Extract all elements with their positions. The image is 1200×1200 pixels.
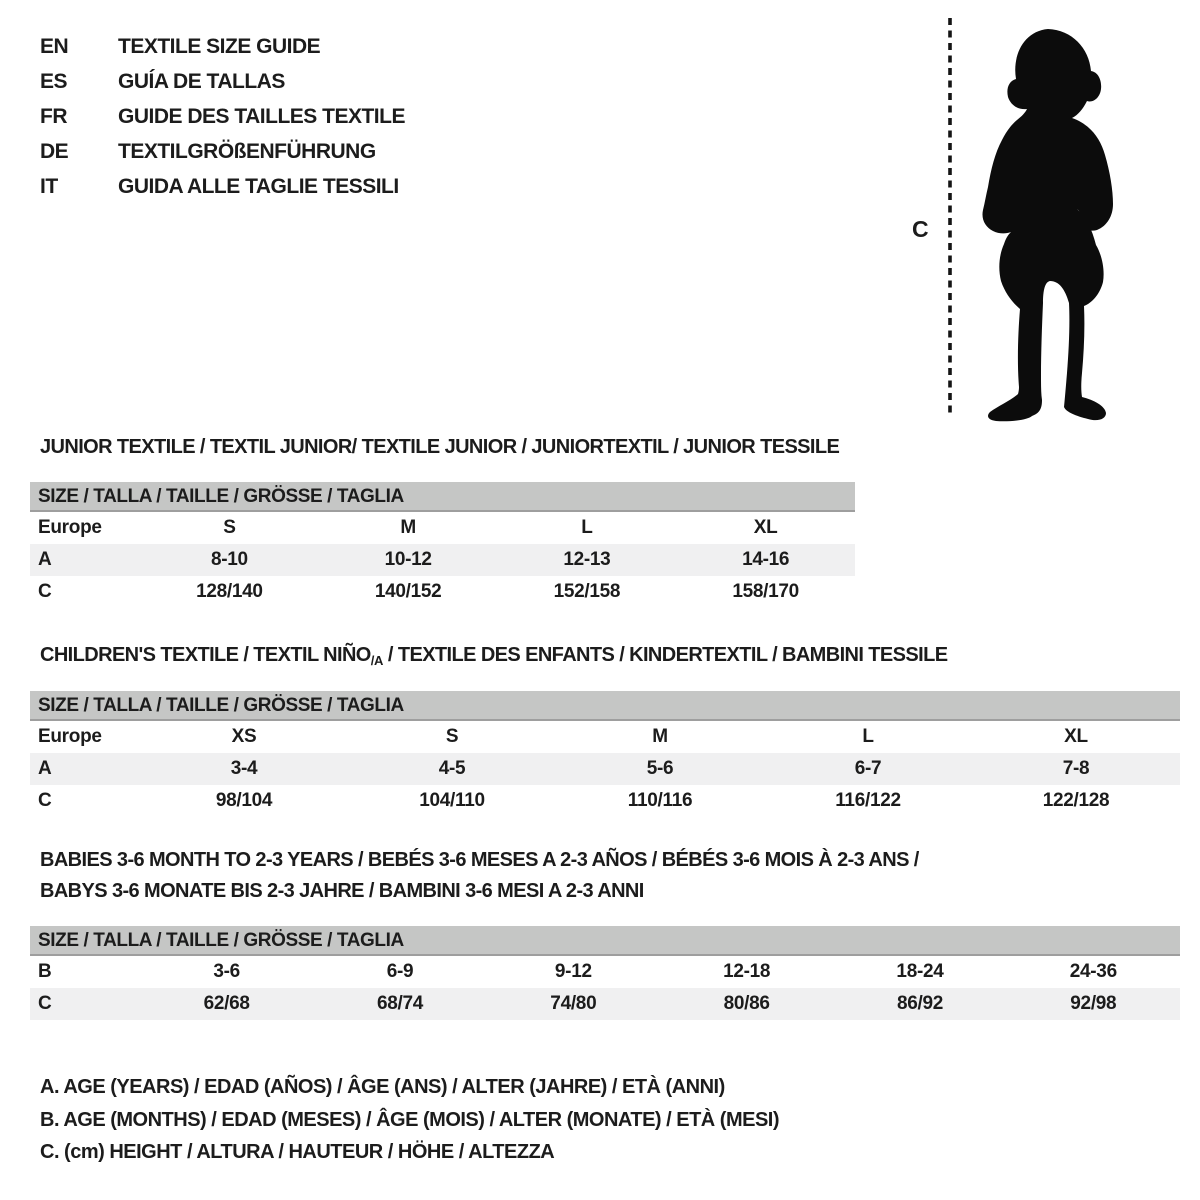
table-row-europe <box>30 512 855 544</box>
language-code: FR <box>40 104 67 128</box>
cell: 14-16 <box>742 549 790 570</box>
cell: 98/104 <box>215 790 273 811</box>
table-row-height <box>30 576 855 608</box>
babies-title-line1: BABIES 3-6 MONTH TO 2-3 YEARS / BEBÉS 3-6 MESES A 2-3 AÑOS / BÉBÉS 3-6 MOIS À 2-3 ANS / <box>40 849 919 871</box>
language-row-fr <box>40 99 405 134</box>
cell: 62/68 <box>203 993 250 1014</box>
children-size-table <box>30 691 1180 817</box>
language-code: IT <box>40 174 58 198</box>
height-dashed-line-icon <box>946 16 954 420</box>
cell: 128/140 <box>196 581 263 602</box>
row-label: C <box>38 581 52 602</box>
row-label: C <box>38 993 52 1014</box>
children-title-subscript: /A <box>370 653 383 668</box>
cell: 116/122 <box>835 790 901 811</box>
cell: L <box>862 726 874 747</box>
cell: 74/80 <box>550 993 597 1014</box>
cell: 68/74 <box>376 993 424 1014</box>
cell: 4-5 <box>438 758 466 779</box>
table-row-height <box>30 785 1180 817</box>
cell: 12-18 <box>723 961 771 982</box>
legend-line-c: C. (cm) HEIGHT / ALTURA / HAUTEUR / HÖHE / ALTEZZA <box>40 1141 555 1163</box>
cell: 110/116 <box>627 790 693 811</box>
cell: S <box>445 726 459 747</box>
table-row-age <box>30 544 855 576</box>
height-measure-label: C <box>912 216 929 242</box>
measure-legend <box>40 1071 779 1169</box>
row-label: Europe <box>38 517 102 538</box>
toddler-silhouette-icon <box>962 23 1144 423</box>
cell: 5-6 <box>646 758 674 779</box>
cell: M <box>652 726 668 747</box>
cell: 6-7 <box>854 758 882 779</box>
language-row-it <box>40 169 405 204</box>
cell: 86/92 <box>896 993 943 1014</box>
cell: 9-12 <box>554 961 592 982</box>
cell: 140/152 <box>374 581 442 602</box>
cell: 12-13 <box>563 549 611 570</box>
cell: M <box>400 517 416 538</box>
language-title: GUÍA DE TALLAS <box>118 69 285 93</box>
cell: 10-12 <box>384 549 432 570</box>
legend-line-a: A. AGE (YEARS) / EDAD (AÑOS) / ÂGE (ANS) / ALTER (JAHRE) / ETÀ (ANNI) <box>40 1076 725 1098</box>
cell: 8-10 <box>210 549 248 570</box>
row-label: C <box>38 790 52 811</box>
babies-size-table <box>30 926 1180 1020</box>
language-title-list <box>40 29 405 204</box>
cell: XL <box>1064 726 1088 747</box>
height-measure-figure <box>900 10 1170 430</box>
table-row-age <box>30 753 1180 785</box>
table-row-europe <box>30 721 1180 753</box>
cell: 158/170 <box>732 581 799 602</box>
table-row-months <box>30 956 1180 988</box>
children-title-text: CHILDREN'S TEXTILE / TEXTIL NIÑO <box>40 644 371 666</box>
row-label: Europe <box>38 726 102 747</box>
cell: 152/158 <box>553 581 621 602</box>
language-row-es <box>40 64 405 99</box>
language-title: GUIDE DES TAILLES TEXTILE <box>118 104 405 128</box>
row-label: B <box>38 961 52 982</box>
table-row-height <box>30 988 1180 1020</box>
cell: 122/128 <box>1042 790 1110 811</box>
cell: XS <box>231 726 257 747</box>
cell: L <box>581 517 593 538</box>
babies-section-title <box>40 845 1040 907</box>
cell: 104/110 <box>419 790 485 811</box>
legend-line-b: B. AGE (MONTHS) / EDAD (MESES) / ÂGE (MOIS) / ALTER (MONATE) / ETÀ (MESI) <box>40 1108 780 1131</box>
cell: 3-6 <box>213 961 240 982</box>
cell: XL <box>753 517 778 538</box>
language-row-de <box>40 134 405 169</box>
cell: 6-9 <box>386 961 414 982</box>
children-section-title <box>40 644 947 668</box>
cell: 7-8 <box>1062 758 1090 779</box>
language-code: DE <box>40 139 69 163</box>
language-code: ES <box>40 69 68 93</box>
size-header-bar: SIZE / TALLA / TAILLE / GRÖSSE / TAGLIA <box>30 482 855 512</box>
language-code: EN <box>40 34 69 58</box>
language-title: GUIDA ALLE TAGLIE TESSILI <box>118 174 399 198</box>
size-header-bar: SIZE / TALLA / TAILLE / GRÖSSE / TAGLIA <box>30 691 1180 721</box>
row-label: A <box>38 758 52 779</box>
junior-size-table <box>30 482 855 608</box>
cell: 92/98 <box>1070 993 1117 1014</box>
cell: S <box>223 517 236 538</box>
row-label: A <box>38 549 52 570</box>
language-row-en <box>40 29 405 64</box>
cell: 18-24 <box>896 961 944 982</box>
junior-section-title: JUNIOR TEXTILE / TEXTIL JUNIOR/ TEXTILE JUNIOR / JUNIORTEXTIL / JUNIOR TESSILE <box>40 436 840 458</box>
cell: 24-36 <box>1069 961 1117 982</box>
language-title: TEXTILGRÖßENFÜHRUNG <box>118 139 376 163</box>
language-title: TEXTILE SIZE GUIDE <box>118 34 321 58</box>
size-header-bar: SIZE / TALLA / TAILLE / GRÖSSE / TAGLIA <box>30 926 1180 956</box>
cell: 80/86 <box>723 993 770 1014</box>
babies-title-line2: BABYS 3-6 MONATE BIS 2-3 JAHRE / BAMBINI 3-6 MESI A 2-3 ANNI <box>40 880 644 902</box>
cell: 3-4 <box>230 758 258 779</box>
children-title-text: / TEXTILE DES ENFANTS / KINDERTEXTIL / BAMBINI TESSILE <box>382 644 948 666</box>
